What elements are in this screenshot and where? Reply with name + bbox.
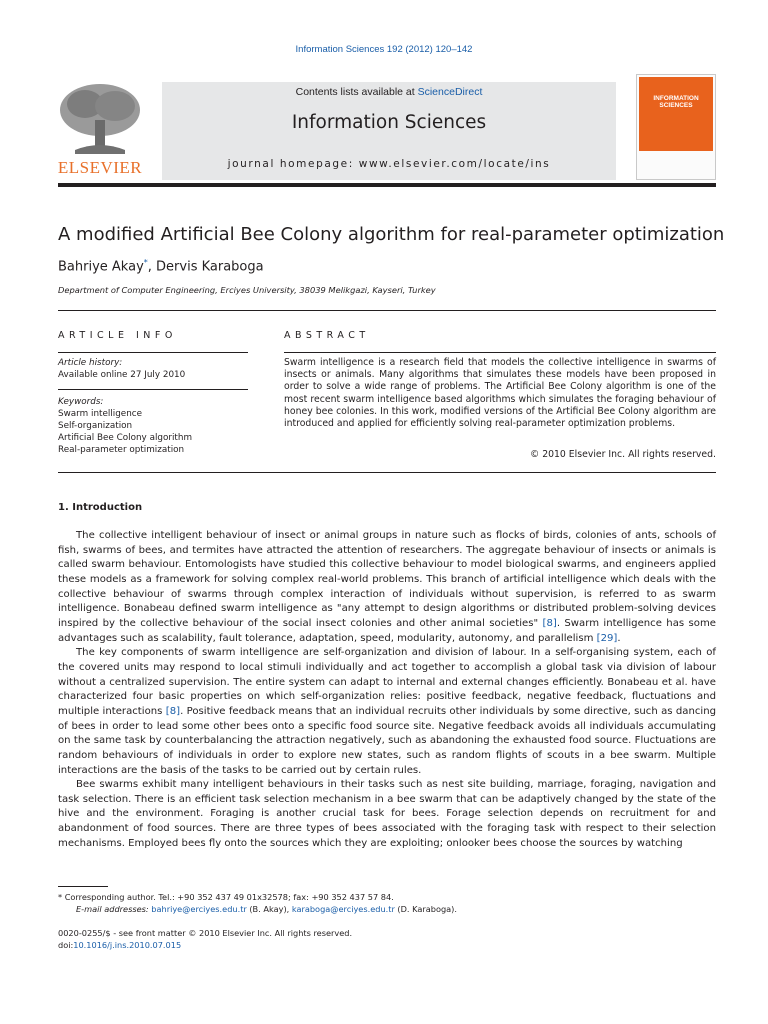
reference-link[interactable]: [8] (165, 705, 181, 717)
history-value: Available online 27 July 2010 (58, 370, 186, 380)
reference-link[interactable]: [8] (542, 617, 557, 629)
cover-panel (639, 77, 713, 151)
author-name: Dervis Karaboga (156, 259, 264, 275)
keyword: Artificial Bee Colony algorithm (58, 433, 193, 443)
paragraph-text: . (617, 632, 621, 644)
author-separator: , (147, 259, 157, 275)
email-link[interactable]: karaboga@erciyes.edu.tr (291, 904, 395, 914)
footnotes (58, 891, 716, 915)
footnote-divider (58, 886, 108, 887)
section-heading: 1. Introduction (58, 502, 143, 513)
divider (284, 352, 716, 353)
divider (58, 389, 248, 390)
tree-icon (55, 80, 145, 158)
cover-title (639, 95, 713, 109)
paragraph (58, 778, 716, 851)
paragraph-text: . Swarm intelligence has some advantages such as scalability, fault tolerance, adaptation, speed, modularity, autonomy, and parallelism (58, 617, 716, 644)
email-link[interactable]: bahriye@erciyes.edu.tr (151, 904, 247, 914)
reference-link[interactable]: [29] (596, 632, 618, 644)
footnote-mark: * (58, 892, 63, 902)
paragraph-text: The collective intelligent behaviour of insect or animal groups in nature such as flocks of birds, colonies of ants, schools of fish, swarms of bees, and termites have attracted the attention of researchers. The aggregate behaviour of insects or animals is called swarm behaviour. Entomologists have studied this collective behaviour to model biological swarms, and engineers applied these models as a framework for solving complex real-world problems. This branch of artificial intelligence which deals with the collective behaviour of swarms through complex interaction of individuals without supervision, is referred to as swarm intelligence. Bonabeau defined swarm intelligence as "any attempt to design algorithms or distributed problem-solving devices inspired by the collective behaviour of the social insect colonies and other animal societies" (58, 530, 716, 629)
keyword: Swarm intelligence (58, 409, 143, 419)
paragraph-text: . Positive feedback means that an individual recruits other individuals by some directive, such as dancing of bees in order to lead some other bees onto a specific food source site. Negative feedback avoids all individuals accumulating on the same task by counterbalancing the attraction negatively, such as abandoning the exhausted food source. Fluctuations are random behaviours of individuals in order to explore new states, such as random flights of scouts in a bee swarm. Multiple interactions are the basis of the tasks to be carried out by certain rules. (58, 705, 717, 776)
contents-line (162, 86, 616, 98)
divider (58, 352, 248, 353)
journal-header (162, 82, 616, 180)
body-text (58, 529, 716, 851)
email-footnote (58, 903, 716, 915)
paragraph (58, 646, 716, 778)
doi-line (58, 939, 716, 951)
front-matter: 0020-0255/$ - see front matter © 2010 Elsevier Inc. All rights reserved. (58, 928, 353, 938)
abstract-text: Swarm intelligence is a research field that models the collective intelligence in swarms of insects or animals. Many algorithms that simulates these models have been proposed in order to solve a wide range of problems. The Artificial Bee Colony algorithm is one of the most recent swarm intelligence based algorithms which simulates the foraging behaviour of honey bee colonies. In this work, modified versions of the Artificial Bee Colony algorithm are introduced and applied for efficiently solving real-parameter optimization problems. (284, 357, 716, 430)
paragraph-text: Bee swarms exhibit many intelligent behaviours in their tasks such as nest site building, marriage, foraging, navigation and task selection. There is an efficient task selection mechanism in a bee swarm that can be adaptively changed by the state of the hive and the environment. Foraging is another crucial task for bees. Forage selection depends on recruitment for and abandonment of food sources. There are three types of bees associated with the foraging task with respect to their selection mechanisms. Employed bees fly onto the sources which they are exploiting; onlooker bees choose the sources by watching (58, 779, 716, 849)
doi-prefix: doi: (58, 940, 74, 950)
journal-name: Information Sciences (291, 112, 487, 133)
author-name: Bahriye Akay (58, 259, 144, 275)
corresponding-footnote (58, 891, 716, 903)
header-divider (58, 183, 716, 187)
sciencedirect-link[interactable]: ScienceDirect (417, 86, 483, 98)
footnote-text: Corresponding author. Tel.: +90 352 437 49 01x32578; fax: +90 352 437 57 84. (62, 892, 394, 902)
paragraph (58, 529, 716, 646)
divider (58, 310, 716, 311)
elsevier-logo (55, 80, 145, 176)
email-label: E-mail addresses: (76, 904, 152, 914)
journal-homepage[interactable]: journal homepage: www.elsevier.com/locate/ins (227, 158, 551, 170)
history-label: Article history: (58, 358, 123, 368)
keywords-list (58, 396, 248, 456)
journal-cover (636, 74, 716, 180)
cover-title-line1: INFORMATION (653, 95, 699, 102)
doi-link[interactable]: 10.1016/j.ins.2010.07.015 (73, 940, 182, 950)
author-list (58, 258, 264, 274)
email-owner: (D. Karaboga). (394, 904, 457, 914)
contents-prefix: Contents lists available at (295, 86, 418, 98)
paragraph-text: The key components of swarm intelligence are self-organization and division of labour. In a self-organising system, each of the covered units may respond to local stimuli individually and act together to accomplish a global task via division of labour without a centralized supervision. The entire system can adapt to internal and external changes efficiently. Bonabeau et al. have characterized four basic properties on which self-organization relies: positive feedback, negative feedback, fluctuations and multiple interactions (58, 647, 716, 717)
keywords-label: Keywords: (58, 397, 104, 407)
email-owner: (B. Akay), (246, 904, 292, 914)
journal-citation[interactable]: Information Sciences 192 (2012) 120–142 (295, 44, 473, 55)
article-info-heading: ARTICLE INFO (58, 330, 177, 341)
corresponding-mark[interactable]: * (143, 258, 148, 267)
abstract-heading: ABSTRACT (284, 330, 370, 341)
copyright-notice: © 2010 Elsevier Inc. All rights reserved. (529, 449, 716, 460)
article-identifiers (58, 927, 716, 951)
cover-title-line2: SCIENCES (659, 102, 693, 109)
paper-title: A modified Artificial Bee Colony algorithm for real-parameter optimization (58, 224, 725, 245)
divider (58, 472, 716, 473)
affiliation: Department of Computer Engineering, Erciyes University, 38039 Melikgazi, Kayseri, Turkey (58, 285, 436, 295)
keyword: Real-parameter optimization (58, 445, 185, 455)
article-history (58, 357, 248, 381)
publisher-name: ELSEVIER (57, 158, 143, 177)
keyword: Self-organization (58, 421, 133, 431)
